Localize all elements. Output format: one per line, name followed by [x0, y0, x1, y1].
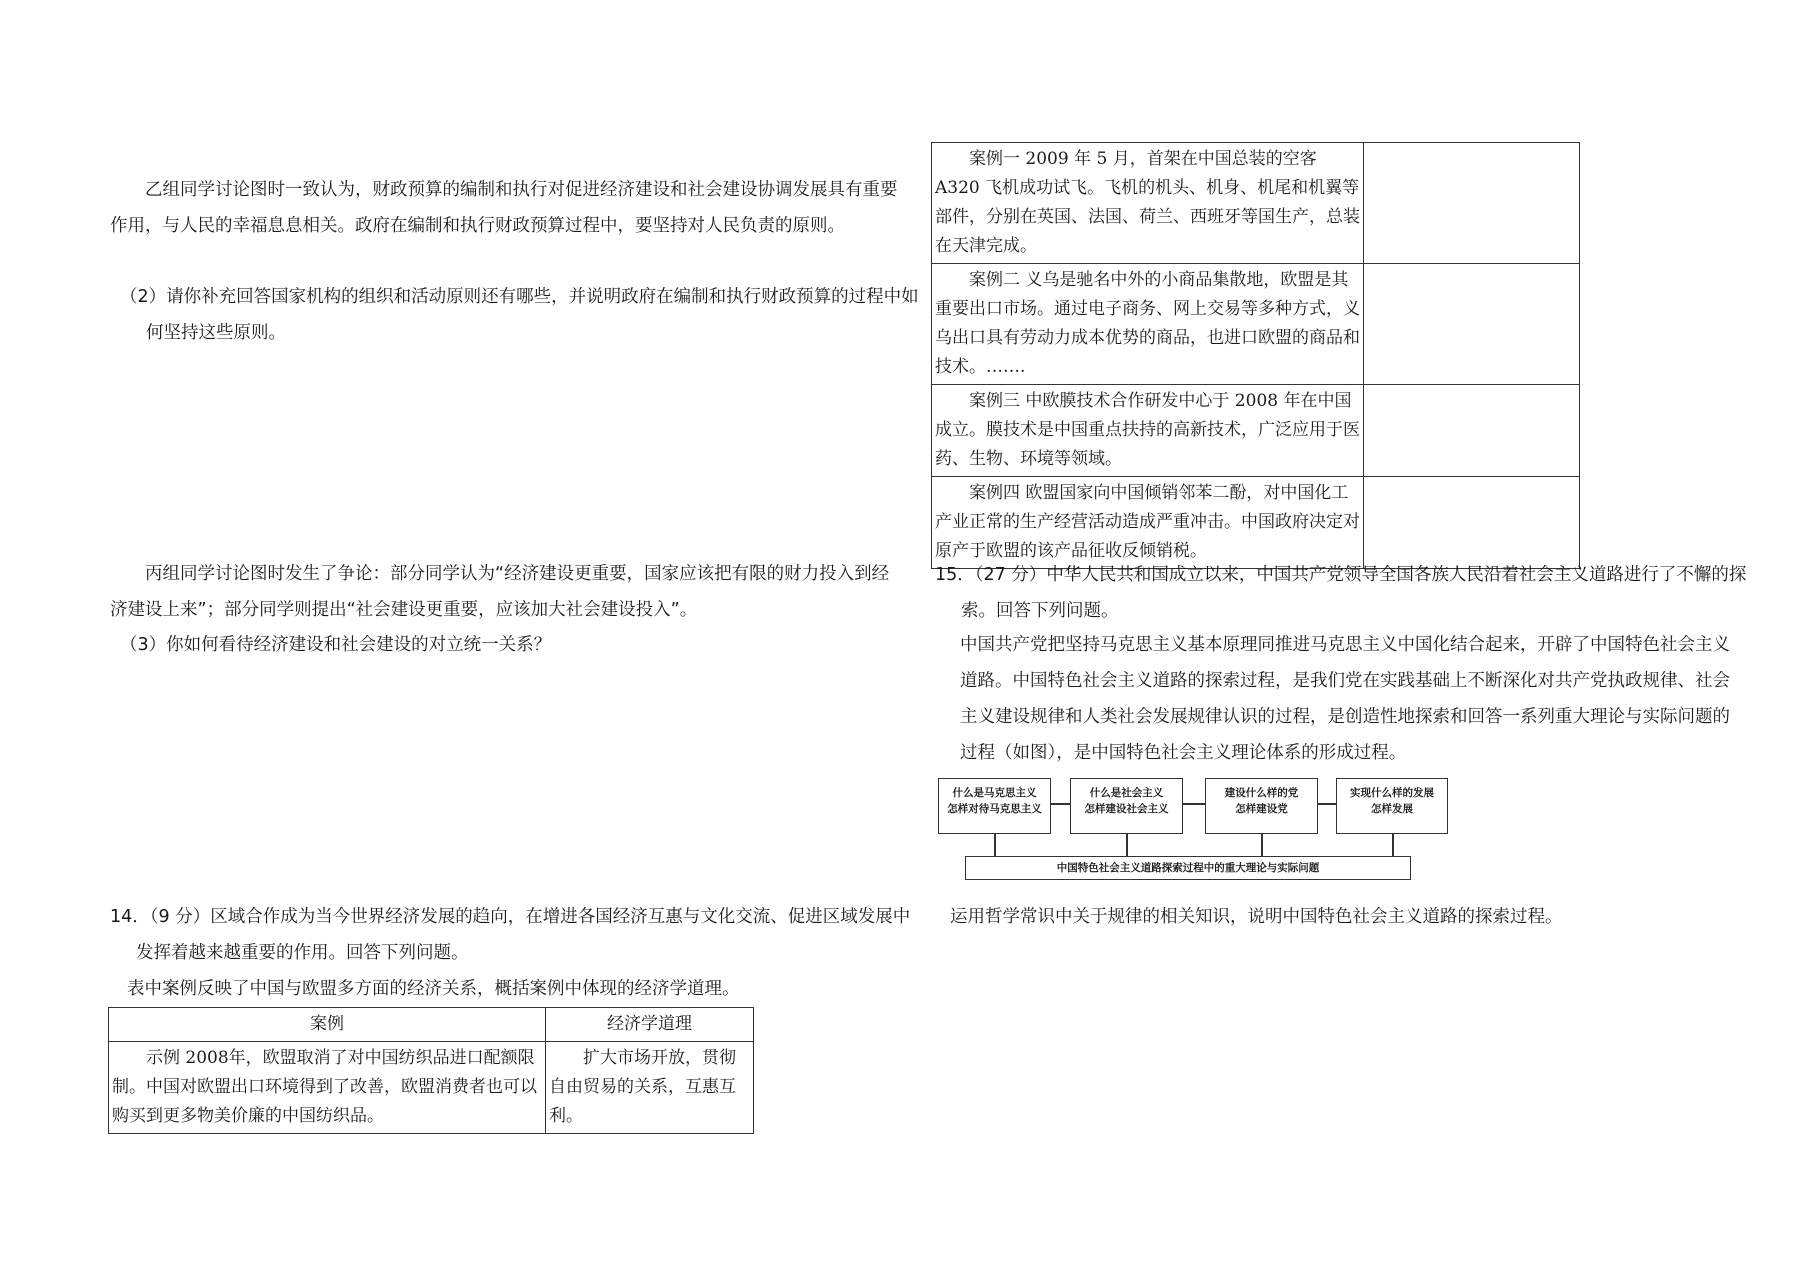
question-14: 14．（9 分）区域合作成为当今世界经济发展的趋向，在增进各国经济互惠与文化交流、促进区域发展中发挥着越来越重要的作用。回答下列问题。 [110, 907, 911, 963]
question-3: （3）你如何看待经济建设和社会建设的对立统一关系？ [120, 635, 552, 655]
question-15-para: 中国共产党把坚持马克思主义基本原理同推进马克思主义中国化结合起来，开辟了中国特色社会主义道路。中国特色社会主义道路的探索过程，是我们党在实践基础上不断深化对共产党执政规律、社会主义建设规律和人类社会发展规律认识的过程，是创造性地探索和回答一系列重大理论与实际问题的过程（如图），是中国特色社会主义理论体系的形成过程。 [960, 635, 1730, 763]
example-principle: 扩大市场开放，贯彻自由贸易的关系，互惠互利。 [546, 1042, 754, 1134]
example-table [108, 1007, 754, 1134]
question-2: （2）请你补充回答国家机构的组织和活动原则还有哪些，并说明政府在编制和执行财政预算的过程中如何坚持这些原则。 [120, 287, 919, 343]
case-4-answer[interactable] [1364, 477, 1580, 569]
theory-diagram [938, 778, 1448, 880]
header-principle: 经济学道理 [546, 1008, 754, 1042]
case-4: 案例四 欧盟国家向中国倾销邻苯二酚，对中国化工产业正常的生产经营活动造成严重冲击。中国政府决定对原产于欧盟的该产品征收反倾销税。 [932, 477, 1364, 569]
header-case: 案例 [109, 1008, 546, 1042]
diagram-box-bottom: 中国特色社会主义道路探索过程中的重大理论与实际问题 [965, 856, 1411, 880]
cases-table [931, 142, 1580, 569]
para-group-b: 乙组同学讨论图时一致认为，财政预算的编制和执行对促进经济建设和社会建设协调发展具有重要作用，与人民的幸福息息相关。政府在编制和执行财政预算过程中，要坚持对人民负责的原则。 [110, 180, 898, 236]
diagram-box-marxism: 什么是马克思主义 怎样对待马克思主义 [938, 778, 1051, 834]
case-1-answer[interactable] [1364, 143, 1580, 264]
case-1: 案例一 2009 年 5 月，首架在中国总装的空客A320 飞机成功试飞。飞机的机头、机身、机尾和机翼等部件，分别在英国、法国、荷兰、西班牙等国生产，总装在天津完成。 [932, 143, 1364, 264]
case-2-answer[interactable] [1364, 264, 1580, 385]
question-14-intro: 表中案例反映了中国与欧盟多方面的经济关系，概括案例中体现的经济学道理。 [127, 979, 740, 999]
question-15: 15．（27 分）中华人民共和国成立以来，中国共产党领导全国各族人民沿着社会主义道路进行了不懈的探索。回答下列问题。 [935, 565, 1747, 621]
question-15-task: 运用哲学常识中关于规律的相关知识，说明中国特色社会主义道路的探索过程。 [950, 907, 1563, 927]
para-group-c: 丙组同学讨论图时发生了争论：部分同学认为“经济建设更重要，国家应该把有限的财力投入到经济建设上来”；部分同学则提出“社会建设更重要，应该加大社会建设投入”。 [110, 564, 890, 620]
diagram-box-development: 实现什么样的发展 怎样发展 [1336, 778, 1448, 834]
case-2: 案例二 义乌是驰名中外的小商品集散地，欧盟是其重要出口市场。通过电子商务、网上交易等多种方式，义乌出口具有劳动力成本优势的商品，也进口欧盟的商品和技术。……. [932, 264, 1364, 385]
case-3: 案例三 中欧膜技术合作研发中心于 2008 年在中国成立。膜技术是中国重点扶持的高新技术，广泛应用于医药、生物、环境等领域。 [932, 385, 1364, 477]
example-case: 示例 2008年，欧盟取消了对中国纺织品进口配额限制。中国对欧盟出口环境得到了改善，欧盟消费者也可以购买到更多物美价廉的中国纺织品。 [109, 1042, 546, 1134]
diagram-box-party: 建设什么样的党 怎样建设党 [1205, 778, 1318, 834]
diagram-box-socialism: 什么是社会主义 怎样建设社会主义 [1070, 778, 1183, 834]
case-3-answer[interactable] [1364, 385, 1580, 477]
